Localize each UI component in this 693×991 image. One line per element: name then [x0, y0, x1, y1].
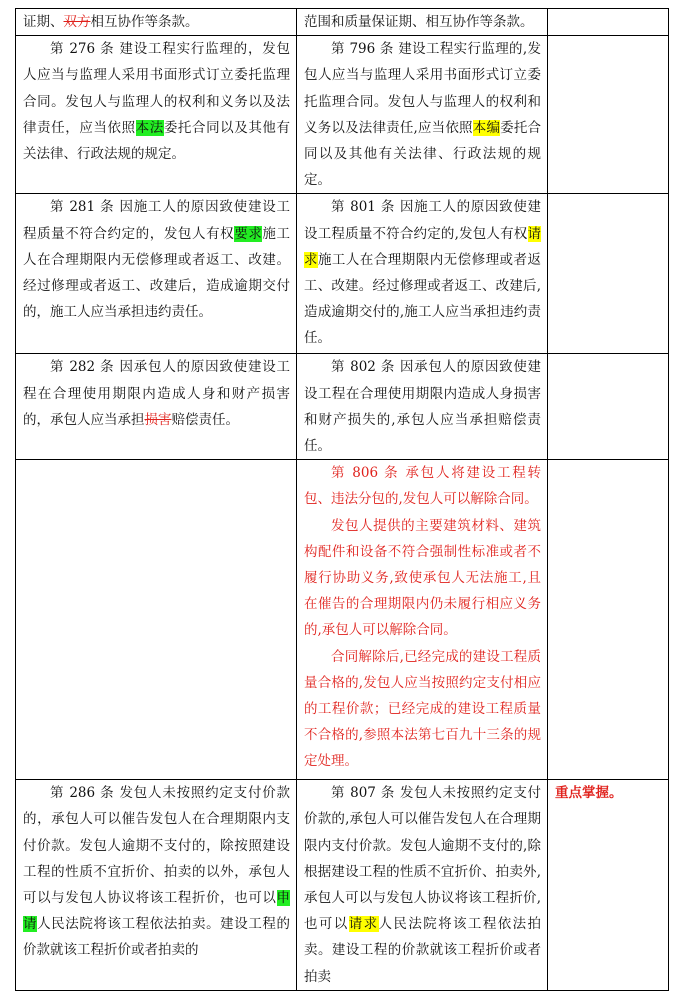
new-article-paragraph: 发包人提供的主要建筑材料、建筑构配件和设备不符合强制性标准或者不履行协助义务,致使承包人无法施工,且在催告的合理期限内仍未履行相应义务的,承包人可以解除合同。: [304, 517, 541, 639]
new-code-cell: 第 801 条 因施工人的原因致使建设工程质量不符合约定的,发包人有权请求施工人在合理期限内无偿修理或者返工、改建。经过修理或者返工、改建后,造成逾期交付的,施工人应当承担违约责任。: [297, 194, 548, 354]
old-law-cell: 第 281 条 因施工人的原因致使建设工程质量不符合约定的，发包人有权要求施工人在合理期限内无偿修理或者返工、改建。经过修理或者返工、改建后，造成逾期交付的，施工人应当承担违约责任。: [16, 194, 297, 354]
new-article-paragraph: 第 806 条 承包人将建设工程转包、违法分包的,发包人可以解除合同。: [304, 465, 541, 508]
new-code-cell: 第 802 条 因承包人的原因致使建设工程在合理使用期限内造成人身损害和财产损失的,承包人应当承担赔偿责任。: [297, 354, 548, 460]
new-article-paragraph: 合同解除后,已经完成的建设工程质量合格的,发包人应当按照约定支付相应的工程价款；已经完成的建设工程质量不合格的,参照本法第七百九十三条的规定处理。: [304, 648, 541, 770]
table-row: [16, 780, 669, 991]
key-point-note: 重点掌握。: [555, 785, 623, 802]
new-code-cell: 第 807 条 发包人未按照约定支付价款的,承包人可以催告发包人在合理期限内支付价款。发包人逾期不支付的,除根据建设工程的性质不宜折价、拍卖外,承包人可以与发包人协议将该工程折价,也可以请求人民法院将该工程依法拍卖。建设工程的价款就该工程折价或者拍卖: [297, 780, 548, 991]
new-code-cell: [297, 460, 548, 780]
deleted-text: 损害: [144, 411, 172, 428]
deleted-text: 双方: [63, 14, 91, 30]
highlight-text: 本编: [472, 119, 501, 136]
comparison-table: [15, 8, 669, 991]
old-law-cell: [16, 460, 297, 780]
table-row: [16, 194, 669, 354]
note-cell: [548, 194, 669, 354]
note-cell: [548, 780, 669, 991]
highlight-text: 要求: [234, 225, 263, 242]
note-cell: [548, 9, 669, 36]
highlight-text: 请求: [348, 916, 379, 933]
old-law-cell: 第 276 条 建设工程实行监理的，发包人应当与监理人采用书面形式订立委托监理合同。发包人与监理人的权利和义务以及法律责任，应当依照本法委托合同以及其他有关法律、行政法规的规定。: [16, 36, 297, 194]
old-law-cell: 第 286 条 发包人未按照约定支付价款的，承包人可以催告发包人在合理期限内支付价款。发包人逾期不支付的，除按照建设工程的性质不宜折价、拍卖的以外，承包人可以与发包人协议将该工程折价，也可以申请人民法院将该工程依法拍卖。建设工程的价款就该工程折价或者拍卖的: [16, 780, 297, 991]
table-row: [16, 460, 669, 780]
note-cell: [548, 36, 669, 194]
new-code-cell: 范围和质量保证期、相互协作等条款。: [297, 9, 548, 36]
highlight-text: 申请: [23, 890, 290, 933]
table-row: [16, 36, 669, 194]
note-cell: [548, 354, 669, 460]
old-law-cell: 第 282 条 因承包人的原因致使建设工程在合理使用期限内造成人身和财产损害的，承包人应当承担损害赔偿责任。: [16, 354, 297, 460]
highlight-text: 本法: [135, 119, 164, 136]
table-row: [16, 9, 669, 36]
old-law-cell: 证期、双方相互协作等条款。: [16, 9, 297, 36]
note-cell: [548, 460, 669, 780]
table-row: [16, 354, 669, 460]
highlight-text: 请求: [304, 225, 541, 268]
new-code-cell: 第 796 条 建设工程实行监理的,发包人应当与监理人采用书面形式订立委托监理合同。发包人与监理人的权利和义务以及法律责任,应当依照本编委托合同以及其他有关法律、行政法规的规定。: [297, 36, 548, 194]
